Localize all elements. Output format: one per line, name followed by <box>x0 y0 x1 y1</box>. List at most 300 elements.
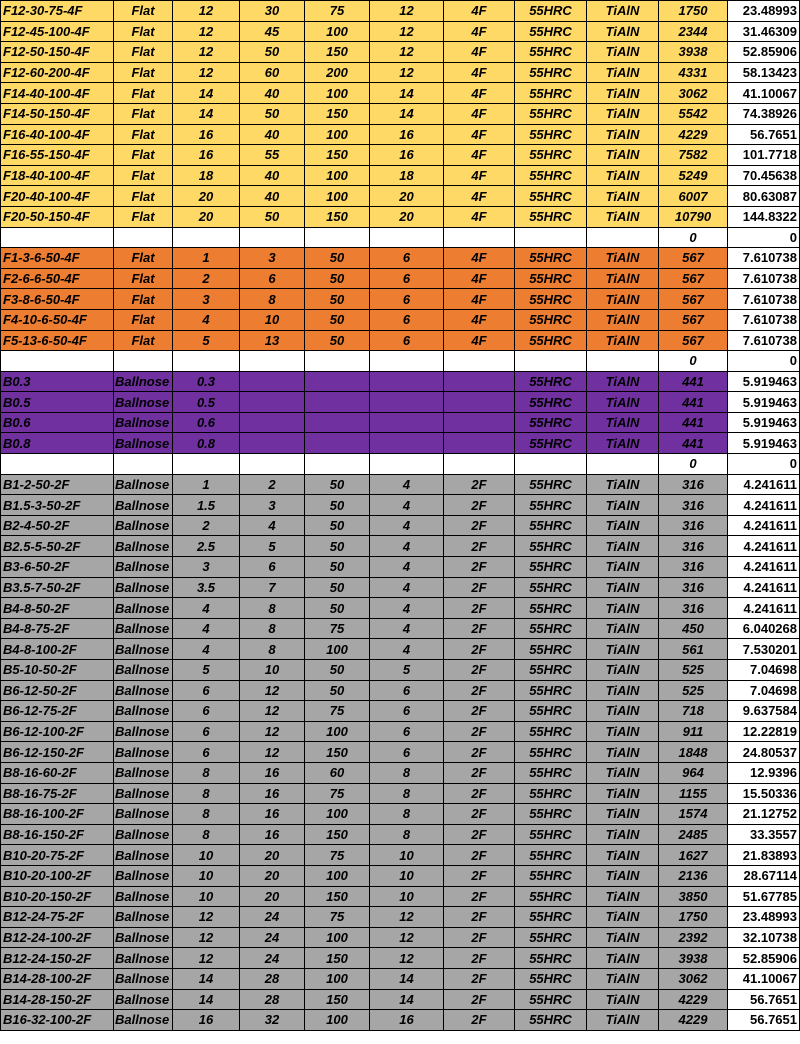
price-cell: 2392 <box>659 927 728 948</box>
price-cell: 1848 <box>659 742 728 763</box>
shank-cell: 10 <box>370 845 444 866</box>
table-row <box>1 618 800 639</box>
coating-cell: TiAlN <box>587 804 659 825</box>
diameter-cell: 12 <box>173 42 240 63</box>
cut-length-cell: 50 <box>240 103 305 124</box>
end-type-cell: Ballnose <box>114 824 173 845</box>
overall-length-cell <box>305 351 370 372</box>
hardness-cell: 55HRC <box>515 742 587 763</box>
product-code-cell: F16-40-100-4F <box>1 124 114 145</box>
product-code-cell: B4-8-75-2F <box>1 618 114 639</box>
diameter-cell: 8 <box>173 762 240 783</box>
coating-cell: TiAlN <box>587 1 659 22</box>
hardness-cell: 55HRC <box>515 1 587 22</box>
coating-cell: TiAlN <box>587 886 659 907</box>
coating-cell: TiAlN <box>587 742 659 763</box>
converted-price-cell: 4.241611 <box>728 474 800 495</box>
cut-length-cell: 10 <box>240 660 305 681</box>
converted-price-cell: 7.610738 <box>728 309 800 330</box>
shank-cell: 20 <box>370 206 444 227</box>
diameter-cell: 2 <box>173 515 240 536</box>
diameter-cell: 2 <box>173 268 240 289</box>
diameter-cell: 4 <box>173 309 240 330</box>
coating-cell: TiAlN <box>587 206 659 227</box>
price-cell: 0 <box>659 351 728 372</box>
price-cell: 5542 <box>659 103 728 124</box>
cut-length-cell: 7 <box>240 577 305 598</box>
flutes-cell: 2F <box>444 742 515 763</box>
cut-length-cell: 12 <box>240 721 305 742</box>
diameter-cell: 0.5 <box>173 392 240 413</box>
cut-length-cell: 50 <box>240 206 305 227</box>
price-cell: 0 <box>659 454 728 475</box>
converted-price-cell: 4.241611 <box>728 515 800 536</box>
end-type-cell: Ballnose <box>114 783 173 804</box>
hardness-cell <box>515 227 587 248</box>
hardness-cell: 55HRC <box>515 206 587 227</box>
diameter-cell: 16 <box>173 124 240 145</box>
hardness-cell: 55HRC <box>515 165 587 186</box>
shank-cell <box>370 351 444 372</box>
product-code-cell: F12-45-100-4F <box>1 21 114 42</box>
hardness-cell: 55HRC <box>515 515 587 536</box>
end-type-cell: Flat <box>114 330 173 351</box>
flutes-cell: 4F <box>444 62 515 83</box>
product-code-cell: B2.5-5-50-2F <box>1 536 114 557</box>
price-cell: 10790 <box>659 206 728 227</box>
converted-price-cell: 41.10067 <box>728 83 800 104</box>
overall-length-cell: 150 <box>305 742 370 763</box>
flutes-cell: 2F <box>444 824 515 845</box>
product-code-cell: B12-24-75-2F <box>1 907 114 928</box>
cut-length-cell: 8 <box>240 639 305 660</box>
table-row <box>1 248 800 269</box>
shank-cell: 12 <box>370 927 444 948</box>
shank-cell: 6 <box>370 742 444 763</box>
converted-price-cell: 23.48993 <box>728 1 800 22</box>
flutes-cell: 4F <box>444 145 515 166</box>
coating-cell: TiAlN <box>587 495 659 516</box>
flutes-cell: 2F <box>444 680 515 701</box>
hardness-cell: 55HRC <box>515 660 587 681</box>
cut-length-cell <box>240 371 305 392</box>
end-type-cell <box>114 454 173 475</box>
product-code-cell: B10-20-150-2F <box>1 886 114 907</box>
end-type-cell: Flat <box>114 165 173 186</box>
shank-cell: 4 <box>370 536 444 557</box>
end-type-cell: Flat <box>114 62 173 83</box>
overall-length-cell <box>305 371 370 392</box>
flutes-cell <box>444 433 515 454</box>
converted-price-cell: 7.530201 <box>728 639 800 660</box>
coating-cell: TiAlN <box>587 577 659 598</box>
converted-price-cell: 7.04698 <box>728 660 800 681</box>
hardness-cell: 55HRC <box>515 886 587 907</box>
table-row <box>1 989 800 1010</box>
coating-cell: TiAlN <box>587 42 659 63</box>
coating-cell: TiAlN <box>587 330 659 351</box>
overall-length-cell: 75 <box>305 783 370 804</box>
flutes-cell: 2F <box>444 845 515 866</box>
table-row <box>1 536 800 557</box>
table-row <box>1 948 800 969</box>
converted-price-cell: 56.7651 <box>728 1010 800 1031</box>
converted-price-cell: 28.67114 <box>728 865 800 886</box>
overall-length-cell <box>305 392 370 413</box>
end-type-cell: Ballnose <box>114 762 173 783</box>
converted-price-cell: 56.7651 <box>728 124 800 145</box>
hardness-cell: 55HRC <box>515 804 587 825</box>
diameter-cell: 10 <box>173 865 240 886</box>
flutes-cell: 2F <box>444 907 515 928</box>
shank-cell: 12 <box>370 21 444 42</box>
coating-cell: TiAlN <box>587 845 659 866</box>
overall-length-cell: 150 <box>305 886 370 907</box>
flutes-cell: 2F <box>444 618 515 639</box>
diameter-cell: 12 <box>173 927 240 948</box>
diameter-cell: 3 <box>173 289 240 310</box>
shank-cell: 12 <box>370 948 444 969</box>
end-type-cell <box>114 227 173 248</box>
hardness-cell: 55HRC <box>515 186 587 207</box>
coating-cell: TiAlN <box>587 989 659 1010</box>
cut-length-cell: 8 <box>240 289 305 310</box>
hardness-cell: 55HRC <box>515 309 587 330</box>
cut-length-cell <box>240 351 305 372</box>
diameter-cell: 5 <box>173 330 240 351</box>
price-cell: 911 <box>659 721 728 742</box>
price-cell: 964 <box>659 762 728 783</box>
converted-price-cell: 31.46309 <box>728 21 800 42</box>
coating-cell: TiAlN <box>587 103 659 124</box>
shank-cell: 4 <box>370 495 444 516</box>
overall-length-cell: 50 <box>305 268 370 289</box>
converted-price-cell: 5.919463 <box>728 371 800 392</box>
end-type-cell: Flat <box>114 103 173 124</box>
price-cell: 567 <box>659 309 728 330</box>
overall-length-cell: 75 <box>305 1 370 22</box>
price-cell: 567 <box>659 268 728 289</box>
end-type-cell: Ballnose <box>114 577 173 598</box>
coating-cell: TiAlN <box>587 639 659 660</box>
coating-cell: TiAlN <box>587 783 659 804</box>
price-cell: 2344 <box>659 21 728 42</box>
diameter-cell: 20 <box>173 206 240 227</box>
price-cell: 316 <box>659 536 728 557</box>
cut-length-cell: 16 <box>240 804 305 825</box>
table-row <box>1 557 800 578</box>
end-type-cell: Ballnose <box>114 392 173 413</box>
price-cell: 525 <box>659 660 728 681</box>
diameter-cell: 16 <box>173 1010 240 1031</box>
shank-cell: 12 <box>370 1 444 22</box>
flutes-cell: 4F <box>444 268 515 289</box>
converted-price-cell: 21.83893 <box>728 845 800 866</box>
table-row <box>1 660 800 681</box>
cut-length-cell: 40 <box>240 124 305 145</box>
price-cell: 525 <box>659 680 728 701</box>
shank-cell: 10 <box>370 886 444 907</box>
overall-length-cell: 50 <box>305 577 370 598</box>
end-type-cell: Ballnose <box>114 927 173 948</box>
flutes-cell: 4F <box>444 186 515 207</box>
flutes-cell: 4F <box>444 248 515 269</box>
end-type-cell: Ballnose <box>114 474 173 495</box>
shank-cell: 14 <box>370 968 444 989</box>
shank-cell: 4 <box>370 598 444 619</box>
hardness-cell <box>515 351 587 372</box>
shank-cell: 14 <box>370 83 444 104</box>
flutes-cell: 4F <box>444 124 515 145</box>
hardness-cell: 55HRC <box>515 1010 587 1031</box>
end-type-cell: Ballnose <box>114 721 173 742</box>
hardness-cell: 55HRC <box>515 371 587 392</box>
product-code-cell: B4-8-100-2F <box>1 639 114 660</box>
flutes-cell <box>444 412 515 433</box>
table-row <box>1 680 800 701</box>
cut-length-cell: 24 <box>240 948 305 969</box>
end-type-cell: Ballnose <box>114 886 173 907</box>
overall-length-cell: 50 <box>305 680 370 701</box>
product-code-cell: F12-50-150-4F <box>1 42 114 63</box>
hardness-cell: 55HRC <box>515 495 587 516</box>
overall-length-cell: 100 <box>305 804 370 825</box>
overall-length-cell: 100 <box>305 1010 370 1031</box>
converted-price-cell: 80.63087 <box>728 186 800 207</box>
cut-length-cell: 6 <box>240 268 305 289</box>
price-cell: 3062 <box>659 968 728 989</box>
coating-cell: TiAlN <box>587 1010 659 1031</box>
hardness-cell: 55HRC <box>515 42 587 63</box>
price-cell: 7582 <box>659 145 728 166</box>
product-code-cell <box>1 454 114 475</box>
flutes-cell: 2F <box>444 927 515 948</box>
coating-cell: TiAlN <box>587 268 659 289</box>
product-code-cell: B0.8 <box>1 433 114 454</box>
product-code-cell: B6-12-75-2F <box>1 701 114 722</box>
flutes-cell: 2F <box>444 989 515 1010</box>
price-cell: 316 <box>659 577 728 598</box>
diameter-cell: 20 <box>173 186 240 207</box>
diameter-cell: 12 <box>173 62 240 83</box>
converted-price-cell: 7.610738 <box>728 248 800 269</box>
cut-length-cell: 60 <box>240 62 305 83</box>
table-row <box>1 927 800 948</box>
end-type-cell: Flat <box>114 309 173 330</box>
overall-length-cell: 150 <box>305 145 370 166</box>
product-code-cell: B12-24-100-2F <box>1 927 114 948</box>
product-code-cell: B6-12-50-2F <box>1 680 114 701</box>
cut-length-cell: 20 <box>240 886 305 907</box>
flutes-cell: 4F <box>444 330 515 351</box>
coating-cell: TiAlN <box>587 474 659 495</box>
price-cell: 4229 <box>659 1010 728 1031</box>
diameter-cell: 6 <box>173 742 240 763</box>
coating-cell: TiAlN <box>587 907 659 928</box>
price-cell: 3938 <box>659 948 728 969</box>
coating-cell: TiAlN <box>587 618 659 639</box>
converted-price-cell: 7.610738 <box>728 268 800 289</box>
product-code-cell: B0.6 <box>1 412 114 433</box>
diameter-cell: 2.5 <box>173 536 240 557</box>
converted-price-cell: 33.3557 <box>728 824 800 845</box>
overall-length-cell: 150 <box>305 103 370 124</box>
product-code-cell: B12-24-150-2F <box>1 948 114 969</box>
hardness-cell: 55HRC <box>515 577 587 598</box>
converted-price-cell: 4.241611 <box>728 557 800 578</box>
shank-cell: 12 <box>370 907 444 928</box>
cut-length-cell: 13 <box>240 330 305 351</box>
shank-cell: 12 <box>370 62 444 83</box>
overall-length-cell: 75 <box>305 907 370 928</box>
flutes-cell: 2F <box>444 968 515 989</box>
diameter-cell: 14 <box>173 989 240 1010</box>
table-row <box>1 865 800 886</box>
flutes-cell: 2F <box>444 701 515 722</box>
overall-length-cell: 100 <box>305 639 370 660</box>
diameter-cell: 8 <box>173 824 240 845</box>
hardness-cell: 55HRC <box>515 701 587 722</box>
end-type-cell: Ballnose <box>114 948 173 969</box>
overall-length-cell: 150 <box>305 948 370 969</box>
shank-cell: 14 <box>370 989 444 1010</box>
flutes-cell: 2F <box>444 721 515 742</box>
shank-cell: 8 <box>370 804 444 825</box>
diameter-cell: 14 <box>173 83 240 104</box>
flutes-cell: 4F <box>444 1 515 22</box>
flutes-cell: 2F <box>444 762 515 783</box>
price-cell: 2136 <box>659 865 728 886</box>
hardness-cell: 55HRC <box>515 845 587 866</box>
shank-cell: 8 <box>370 783 444 804</box>
coating-cell <box>587 351 659 372</box>
shank-cell: 4 <box>370 515 444 536</box>
table-row <box>1 598 800 619</box>
cut-length-cell <box>240 227 305 248</box>
product-code-cell <box>1 227 114 248</box>
shank-cell: 10 <box>370 865 444 886</box>
converted-price-cell: 56.7651 <box>728 989 800 1010</box>
end-type-cell: Flat <box>114 145 173 166</box>
product-code-cell: F18-40-100-4F <box>1 165 114 186</box>
flutes-cell: 2F <box>444 515 515 536</box>
hardness-cell: 55HRC <box>515 762 587 783</box>
diameter-cell: 0.6 <box>173 412 240 433</box>
end-type-cell: Ballnose <box>114 845 173 866</box>
end-type-cell: Flat <box>114 268 173 289</box>
shank-cell: 14 <box>370 103 444 124</box>
cut-length-cell: 40 <box>240 186 305 207</box>
product-code-cell: F20-40-100-4F <box>1 186 114 207</box>
shank-cell: 4 <box>370 557 444 578</box>
overall-length-cell: 60 <box>305 762 370 783</box>
coating-cell: TiAlN <box>587 927 659 948</box>
overall-length-cell: 100 <box>305 968 370 989</box>
flutes-cell: 4F <box>444 309 515 330</box>
price-cell: 1627 <box>659 845 728 866</box>
end-type-cell: Flat <box>114 1 173 22</box>
hardness-cell: 55HRC <box>515 989 587 1010</box>
converted-price-cell: 12.9396 <box>728 762 800 783</box>
shank-cell: 5 <box>370 660 444 681</box>
price-cell: 1574 <box>659 804 728 825</box>
converted-price-cell: 4.241611 <box>728 577 800 598</box>
converted-price-cell: 0 <box>728 227 800 248</box>
cut-length-cell: 24 <box>240 907 305 928</box>
table-row <box>1 268 800 289</box>
coating-cell: TiAlN <box>587 865 659 886</box>
overall-length-cell: 100 <box>305 124 370 145</box>
shank-cell: 8 <box>370 762 444 783</box>
coating-cell: TiAlN <box>587 145 659 166</box>
cut-length-cell: 10 <box>240 309 305 330</box>
coating-cell: TiAlN <box>587 392 659 413</box>
product-code-cell: B5-10-50-2F <box>1 660 114 681</box>
product-code-cell: B8-16-75-2F <box>1 783 114 804</box>
coating-cell: TiAlN <box>587 968 659 989</box>
product-code-cell: B4-8-50-2F <box>1 598 114 619</box>
overall-length-cell: 50 <box>305 309 370 330</box>
product-code-cell: F3-8-6-50-4F <box>1 289 114 310</box>
cut-length-cell: 5 <box>240 536 305 557</box>
shank-cell: 6 <box>370 721 444 742</box>
converted-price-cell: 5.919463 <box>728 392 800 413</box>
table-row <box>1 845 800 866</box>
hardness-cell: 55HRC <box>515 618 587 639</box>
converted-price-cell: 21.12752 <box>728 804 800 825</box>
overall-length-cell: 50 <box>305 536 370 557</box>
overall-length-cell: 100 <box>305 927 370 948</box>
cut-length-cell: 20 <box>240 865 305 886</box>
flutes-cell: 2F <box>444 474 515 495</box>
diameter-cell: 1 <box>173 248 240 269</box>
end-type-cell: Ballnose <box>114 989 173 1010</box>
coating-cell <box>587 454 659 475</box>
table-row <box>1 1 800 22</box>
product-code-cell: B6-12-100-2F <box>1 721 114 742</box>
end-type-cell: Ballnose <box>114 536 173 557</box>
cut-length-cell: 12 <box>240 680 305 701</box>
product-code-cell: B3-6-50-2F <box>1 557 114 578</box>
cut-length-cell: 8 <box>240 618 305 639</box>
hardness-cell: 55HRC <box>515 412 587 433</box>
shank-cell <box>370 227 444 248</box>
price-cell: 450 <box>659 618 728 639</box>
spacer-row <box>1 454 800 475</box>
end-type-cell: Ballnose <box>114 433 173 454</box>
coating-cell: TiAlN <box>587 124 659 145</box>
table-row <box>1 309 800 330</box>
overall-length-cell: 100 <box>305 83 370 104</box>
shank-cell: 6 <box>370 248 444 269</box>
end-type-cell: Ballnose <box>114 598 173 619</box>
overall-length-cell <box>305 412 370 433</box>
hardness-cell: 55HRC <box>515 474 587 495</box>
end-type-cell: Ballnose <box>114 1010 173 1031</box>
product-code-cell: B8-16-150-2F <box>1 824 114 845</box>
shank-cell: 16 <box>370 1010 444 1031</box>
product-code-cell: B8-16-60-2F <box>1 762 114 783</box>
converted-price-cell: 5.919463 <box>728 412 800 433</box>
product-code-cell: F12-60-200-4F <box>1 62 114 83</box>
hardness-cell: 55HRC <box>515 392 587 413</box>
converted-price-cell: 101.7718 <box>728 145 800 166</box>
price-cell: 4331 <box>659 62 728 83</box>
diameter-cell: 12 <box>173 1 240 22</box>
product-code-cell: B14-28-100-2F <box>1 968 114 989</box>
cut-length-cell: 8 <box>240 598 305 619</box>
diameter-cell: 3 <box>173 557 240 578</box>
